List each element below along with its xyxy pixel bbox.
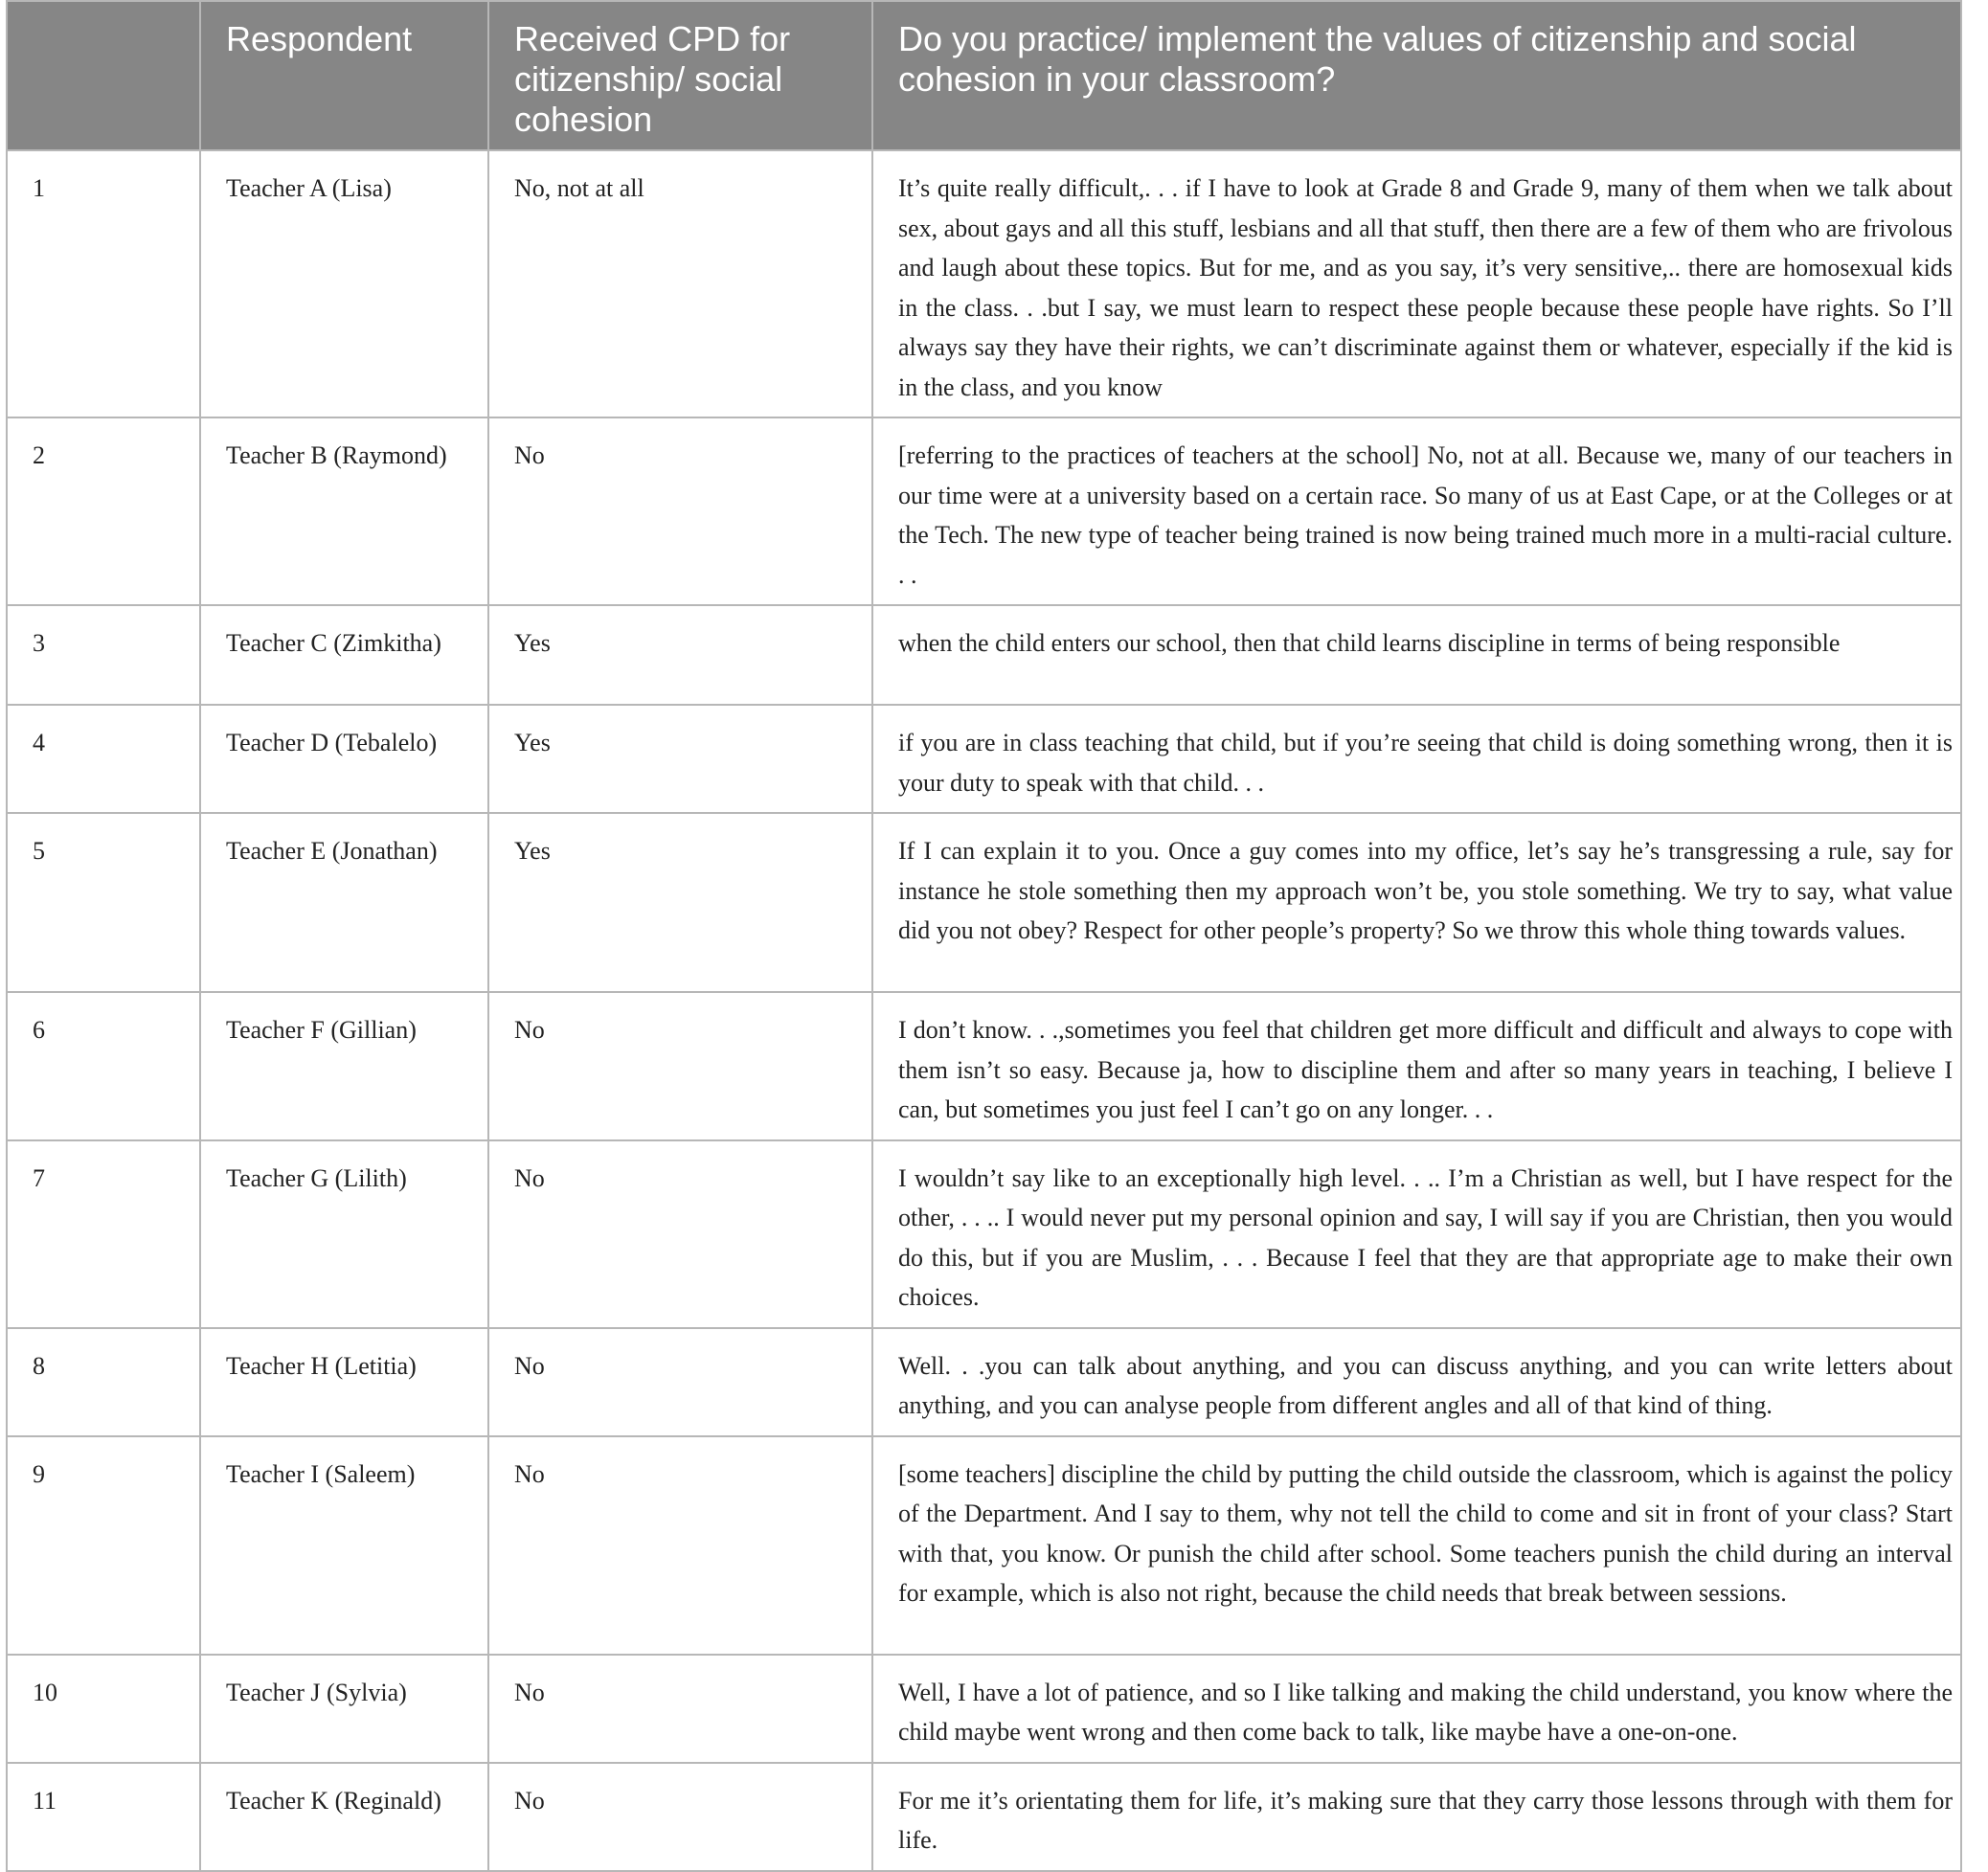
table-row	[7, 1140, 1961, 1328]
header-number	[7, 1, 200, 150]
responses-table	[6, 0, 1962, 1872]
cell-answer: [referring to the practices of teachers at the school] No, not at all. Because we, many of our teachers in our time were at a university based on a certain race. So many of us at East Cape, or at the Colleges or at the Tech. The new type of teacher being trained is now being trained much more in a multi-racial culture. . .	[872, 417, 1961, 605]
table-header	[7, 1, 1961, 150]
cell-cpd: Yes	[488, 605, 872, 705]
cell-cpd: No	[488, 1655, 872, 1763]
cell-respondent: Teacher C (Zimkitha)	[200, 605, 488, 705]
cell-answer: I wouldn’t say like to an exceptionally high level. . .. I’m a Christian as well, but I have respect for the other, . . .. I would never put my personal opinion and say, I will say if you are Christian, then you would do this, but if you are Muslim, . . . Because I feel that they are that appropriate age to make their own choices.	[872, 1140, 1961, 1328]
cell-cpd: No, not at all	[488, 150, 872, 417]
table-body	[7, 150, 1961, 1871]
cell-cpd: No	[488, 1140, 872, 1328]
cell-cpd: No	[488, 1328, 872, 1436]
table-row	[7, 813, 1961, 992]
cell-answer: I don’t know. . .,sometimes you feel that children get more difficult and difficult and always to cope with them isn’t so easy. Because ja, how to discipline them and after so many years in teaching, I believe I can, but sometimes you just feel I can’t go on any longer. . .	[872, 992, 1961, 1140]
cell-respondent: Teacher D (Tebalelo)	[200, 705, 488, 813]
table-row	[7, 417, 1961, 605]
cell-respondent: Teacher F (Gillian)	[200, 992, 488, 1140]
cell-respondent: Teacher A (Lisa)	[200, 150, 488, 417]
table-row	[7, 1763, 1961, 1871]
table-row	[7, 992, 1961, 1140]
cell-answer: if you are in class teaching that child, but if you’re seeing that child is doing something wrong, then it is your duty to speak with that child. . .	[872, 705, 1961, 813]
cell-answer: [some teachers] discipline the child by putting the child outside the classroom, which is against the policy of the Department. And I say to them, why not tell the child to come and sit in front of your class? Start with that, you know. Or punish the child after school. Some teachers punish the child during an interval for example, which is also not right, because the child needs that break between sessions.	[872, 1436, 1961, 1655]
cell-cpd: Yes	[488, 705, 872, 813]
cell-number: 1	[7, 150, 200, 417]
cell-answer: when the child enters our school, then that child learns discipline in terms of being responsible	[872, 605, 1961, 705]
cell-respondent: Teacher J (Sylvia)	[200, 1655, 488, 1763]
header-practice: Do you practice/ implement the values of citizenship and social cohesion in your classroom?	[872, 1, 1961, 150]
cell-number: 10	[7, 1655, 200, 1763]
table-row	[7, 605, 1961, 705]
cell-number: 11	[7, 1763, 200, 1871]
cell-number: 6	[7, 992, 200, 1140]
cell-number: 9	[7, 1436, 200, 1655]
cell-respondent: Teacher G (Lilith)	[200, 1140, 488, 1328]
cell-cpd: No	[488, 1436, 872, 1655]
table-row	[7, 150, 1961, 417]
table-row	[7, 1328, 1961, 1436]
cell-cpd: No	[488, 1763, 872, 1871]
table-row	[7, 1655, 1961, 1763]
cell-respondent: Teacher H (Letitia)	[200, 1328, 488, 1436]
cell-number: 8	[7, 1328, 200, 1436]
cell-cpd: No	[488, 417, 872, 605]
header-row	[7, 1, 1961, 150]
table-row	[7, 705, 1961, 813]
cell-answer: If I can explain it to you. Once a guy comes into my office, let’s say he’s transgressing a rule, say for instance he stole something then my approach won’t be, you stole something. We try to say, what value did you not obey? Respect for other people’s property? So we throw this whole thing towards values.	[872, 813, 1961, 992]
cell-answer: Well. . .you can talk about anything, and you can discuss anything, and you can write letters about anything, and you can analyse people from different angles and all of that kind of thing.	[872, 1328, 1961, 1436]
cell-respondent: Teacher K (Reginald)	[200, 1763, 488, 1871]
table-row	[7, 1436, 1961, 1655]
header-cpd: Received CPD for citizenship/ social cohesion	[488, 1, 872, 150]
cell-number: 7	[7, 1140, 200, 1328]
cell-number: 3	[7, 605, 200, 705]
header-respondent: Respondent	[200, 1, 488, 150]
cell-answer: For me it’s orientating them for life, it’s making sure that they carry those lessons through with them for life.	[872, 1763, 1961, 1871]
cell-respondent: Teacher B (Raymond)	[200, 417, 488, 605]
cell-cpd: Yes	[488, 813, 872, 992]
cell-cpd: No	[488, 992, 872, 1140]
cell-number: 2	[7, 417, 200, 605]
cell-answer: It’s quite really difficult,. . . if I have to look at Grade 8 and Grade 9, many of them when we talk about sex, about gays and all this stuff, lesbians and all that stuff, then there are a few of them who are frivolous and laugh about these topics. But for me, and as you say, it’s very sensitive,.. there are homosexual kids in the class. . .but I say, we must learn to respect these people because these people have rights. So I’ll always say they have their rights, we can’t discriminate against them or whatever, especially if the kid is in the class, and you know	[872, 150, 1961, 417]
cell-respondent: Teacher I (Saleem)	[200, 1436, 488, 1655]
cell-answer: Well, I have a lot of patience, and so I like talking and making the child understand, you know where the child maybe went wrong and then come back to talk, like maybe have a one-on-one.	[872, 1655, 1961, 1763]
cell-respondent: Teacher E (Jonathan)	[200, 813, 488, 992]
cell-number: 4	[7, 705, 200, 813]
cell-number: 5	[7, 813, 200, 992]
